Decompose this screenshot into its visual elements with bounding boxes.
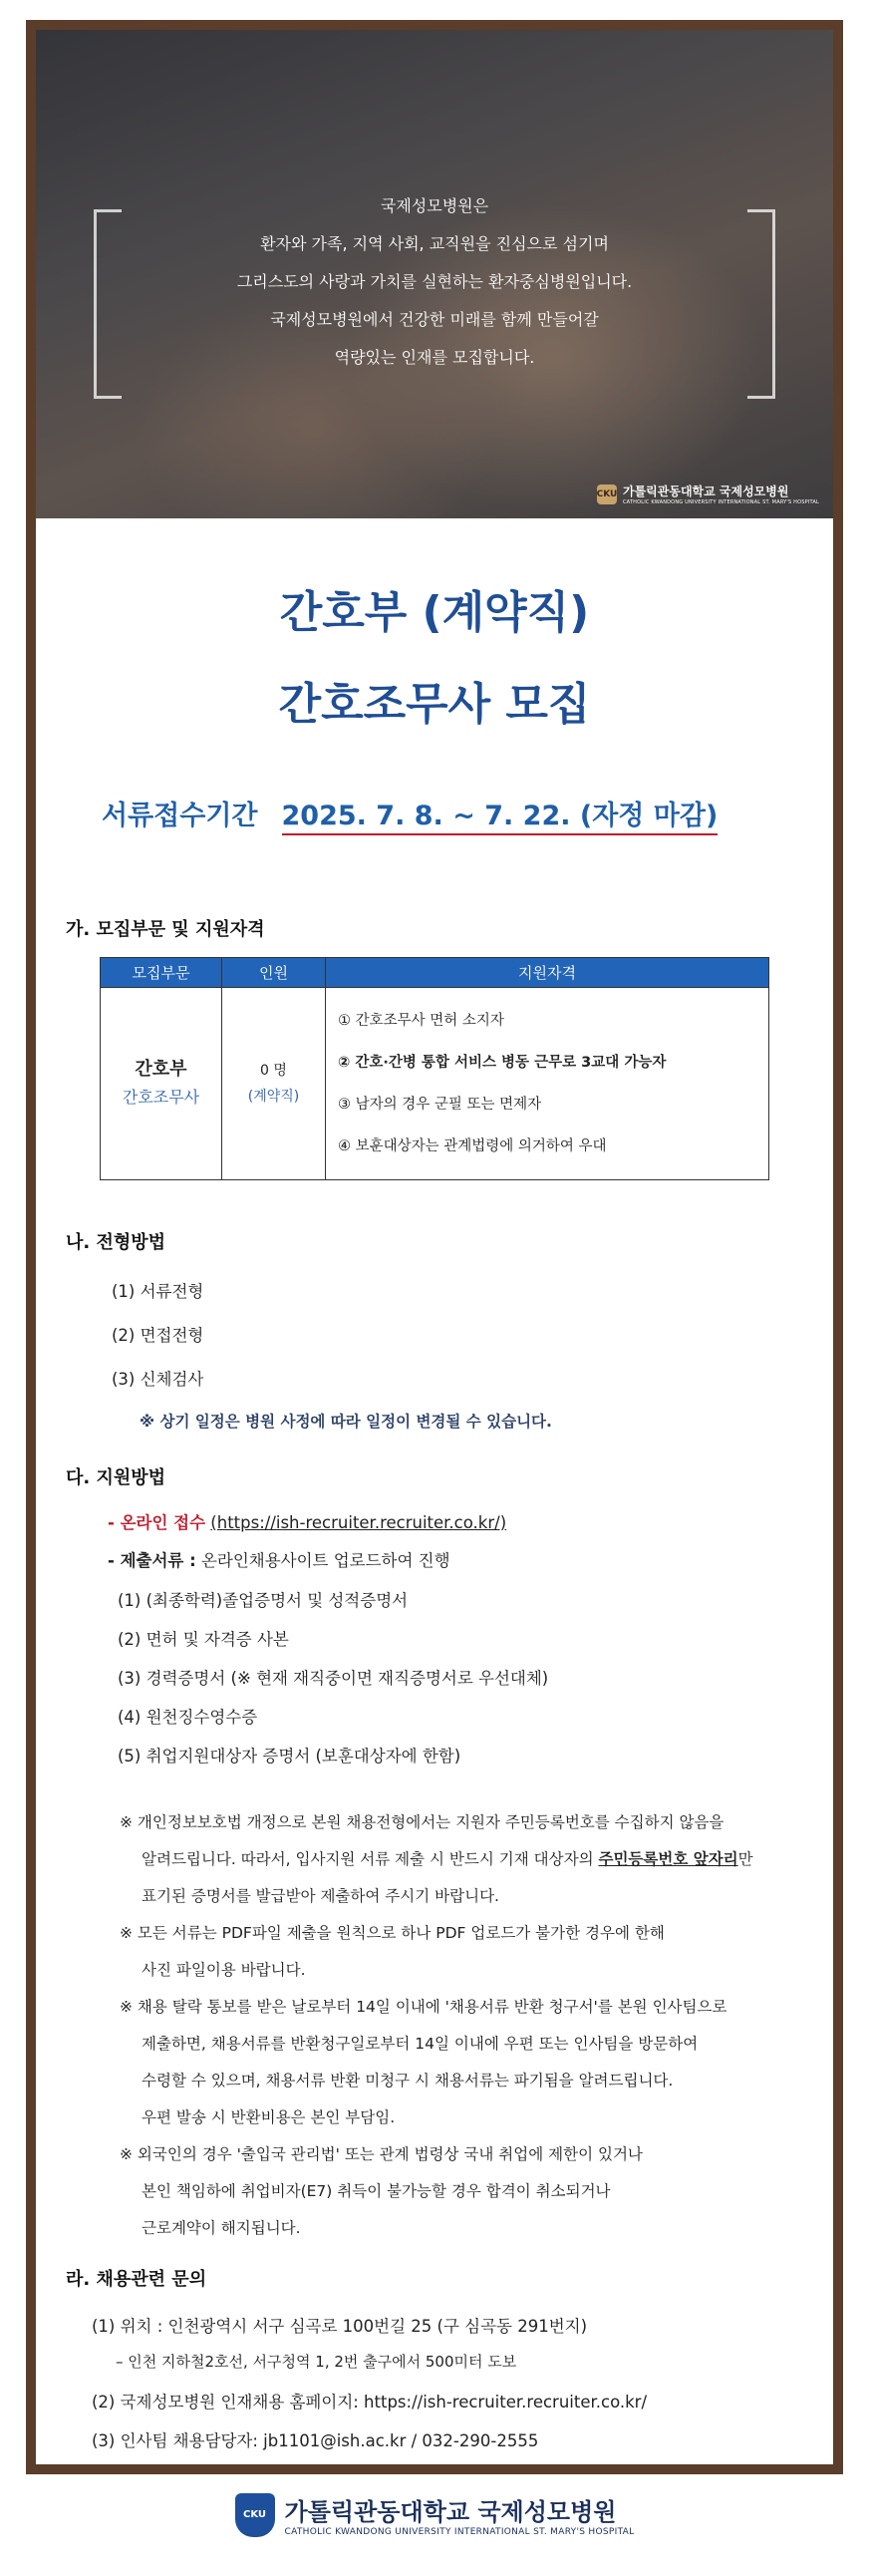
foreigner-notice	[120, 2136, 643, 2247]
document-item: (5) 취업지원대상자 증명서 (보훈대상자에 한함)	[118, 1747, 461, 1766]
selection-step: (2) 면접전형	[112, 1326, 204, 1345]
notice-line: 근로계약이 해지됩니다.	[142, 2219, 301, 2237]
section-heading-ga: 가. 모집부문 및 지원자격	[66, 919, 265, 940]
table-header: 모집부문	[101, 958, 222, 988]
documents-label: - 제출서류 :	[108, 1551, 196, 1570]
notice-line: ※ 외국인의 경우 '출입국 관리법' 또는 관계 법령상 국내 취업에 제한이 있거나	[120, 2145, 643, 2163]
online-prefix: -	[108, 1513, 121, 1532]
right-bracket	[747, 209, 775, 399]
headcount: 0 명	[260, 1063, 287, 1079]
period-date: 2025. 7. 8. ~ 7. 22. (자정 마감)	[282, 801, 719, 835]
pdf-notice	[120, 1915, 665, 1989]
notice-line: ※ 개인정보보호법 개정으로 본원 채용전형에서는 지원자 주민등록번호를 수집하지 않음을	[120, 1813, 724, 1831]
contact-directions: – 인천 지하철2호선, 서구청역 1, 2번 출구에서 500미터 도보	[116, 2353, 517, 2371]
hero-line: 역량있는 인재를 모집합니다.	[334, 348, 535, 367]
table-header: 지원자격	[326, 958, 769, 988]
footer-hospital-name: 가톨릭관동대학교 국제성모병원	[284, 2498, 617, 2526]
notice-line: 표기된 증명서를 발급받아 제출하여 주시기 바랍니다.	[142, 1887, 499, 1905]
notice-text: 만	[737, 1850, 753, 1868]
recruitment-table	[100, 957, 769, 1180]
contact-recruiter: (3) 인사팀 채용담당자: jb1101@ish.ac.kr / 032-290-2555	[92, 2431, 539, 2450]
schedule-note: ※ 상기 일정은 병원 사정에 따라 일정이 변경될 수 있습니다.	[140, 1413, 552, 1431]
hero-line: 그리스도의 사랑과 가치를 실현하는 환자중심병원입니다.	[236, 272, 633, 291]
footer-hospital-sub: CATHOLIC KWANDONG UNIVERSITY INTERNATIONAL ST. MARY'S HOSPITAL	[284, 2527, 635, 2537]
selection-step: (1) 서류전형	[112, 1282, 204, 1301]
online-url-link[interactable]: (https://ish-recruiter.recruiter.co.kr/)	[210, 1513, 507, 1532]
period-label: 서류접수기간	[102, 801, 258, 831]
dept-position: 간호조무사	[122, 1088, 200, 1107]
table-header-row	[101, 958, 769, 988]
hospital-emblem-icon: CKU	[597, 484, 617, 504]
notice-line: 수령할 수 있으며, 채용서류 반환 미청구 시 채용서류는 파기됨을 알려드립니다.	[142, 2072, 674, 2090]
poster-body	[36, 30, 833, 2464]
qualifications-cell	[326, 988, 769, 1180]
online-label: 온라인 접수	[120, 1513, 206, 1532]
notice-line: ※ 모든 서류는 PDF파일 제출을 원칙으로 하나 PDF 업로드가 불가한 경우에 한해	[120, 1924, 665, 1942]
notice-emphasis: 주민등록번호 앞자리	[598, 1850, 738, 1868]
contact-location: (1) 위치 : 인천광역시 서구 심곡로 100번길 25 (구 심곡동 291번지)	[92, 2317, 588, 2336]
document-item: (1) (최종학력)졸업증명서 및 성적증명서	[118, 1591, 409, 1610]
hero-message	[136, 187, 733, 377]
documents-text: 온라인채용사이트 업로드하여 진행	[200, 1551, 450, 1570]
dept-name: 간호부	[135, 1059, 187, 1080]
dept-cell	[101, 988, 222, 1180]
qualification-item: ④ 보훈대상자는 관계법령에 의거하여 우대	[338, 1138, 607, 1154]
hero-line: 국제성모병원은	[380, 196, 489, 215]
notice-line: ※ 채용 탈락 통보를 받은 날로부터 14일 이내에 '채용서류 반환 청구서'를 본원 인사팀으로	[120, 1998, 727, 2016]
section-heading-ra: 라. 채용관련 문의	[66, 2269, 207, 2290]
notice-line: 제출하면, 채용서류를 반환청구일로부터 14일 이내에 우편 또는 인사팀을 방문하여	[142, 2035, 699, 2053]
qualification-item: ① 간호조무사 면허 소지자	[338, 1013, 504, 1029]
employment-type: (계약직)	[247, 1089, 300, 1105]
hospital-shield-icon: CKU	[235, 2493, 275, 2537]
notice-line: 우편 발송 시 반환비용은 본인 부담임.	[142, 2108, 396, 2126]
hero-logo-sub: CATHOLIC KWANDONG UNIVERSITY INTERNATIONAL ST. MARY'S HOSPITAL	[622, 499, 819, 505]
document-item: (2) 면허 및 자격증 사본	[118, 1630, 289, 1649]
application-period	[102, 794, 718, 832]
privacy-notice	[120, 1804, 753, 1915]
return-notice	[120, 1989, 726, 2136]
title-line-1: 간호부 (계약직)	[279, 587, 590, 638]
notice-line: 사진 파일이용 바랍니다.	[142, 1961, 306, 1979]
footer-hospital-logo	[0, 2492, 869, 2537]
title-line-2: 간호조무사 모집	[278, 679, 591, 730]
left-bracket	[94, 209, 122, 399]
notice-text: 알려드립니다. 따라서, 입사지원 서류 제출 시 반드시 기재 대상자의	[142, 1850, 599, 1868]
hero-line: 국제성모병원에서 건강한 미래를 함께 만들어갈	[270, 310, 599, 329]
document-item: (4) 원천징수영수증	[118, 1708, 258, 1727]
qualification-item: ③ 남자의 경우 군필 또는 면제자	[338, 1097, 542, 1113]
count-cell	[222, 988, 326, 1180]
table-header: 인원	[222, 958, 326, 988]
qualification-item: ② 간호·간병 통합 서비스 병동 근무로 3교대 가능자	[338, 1055, 667, 1071]
document-item: (3) 경력증명서 (※ 현재 재직중이면 재직증명서로 우선대체)	[118, 1669, 549, 1688]
table-row	[101, 988, 769, 1180]
contact-homepage: (2) 국제성모병원 인재채용 홈페이지: https://ish-recruiter.recruiter.co.kr/	[92, 2393, 648, 2412]
hero-logo-name: 가톨릭관동대학교 국제성모병원	[622, 484, 789, 498]
online-application	[108, 1509, 506, 1533]
section-heading-na: 나. 전형방법	[66, 1232, 166, 1253]
notice-line: 본인 책임하에 취업비자(E7) 취득이 불가능할 경우 합격이 취소되거나	[142, 2182, 611, 2200]
poster-frame	[26, 20, 843, 2474]
hero-hospital-logo	[597, 483, 819, 505]
hero-line: 환자와 가족, 지역 사회, 교직원을 진심으로 섬기며	[260, 234, 609, 253]
hero-banner	[36, 30, 833, 518]
section-heading-da: 다. 지원방법	[66, 1467, 166, 1488]
selection-step: (3) 신체검사	[112, 1370, 204, 1389]
documents-line	[108, 1547, 450, 1571]
notice-line	[120, 1841, 753, 1878]
